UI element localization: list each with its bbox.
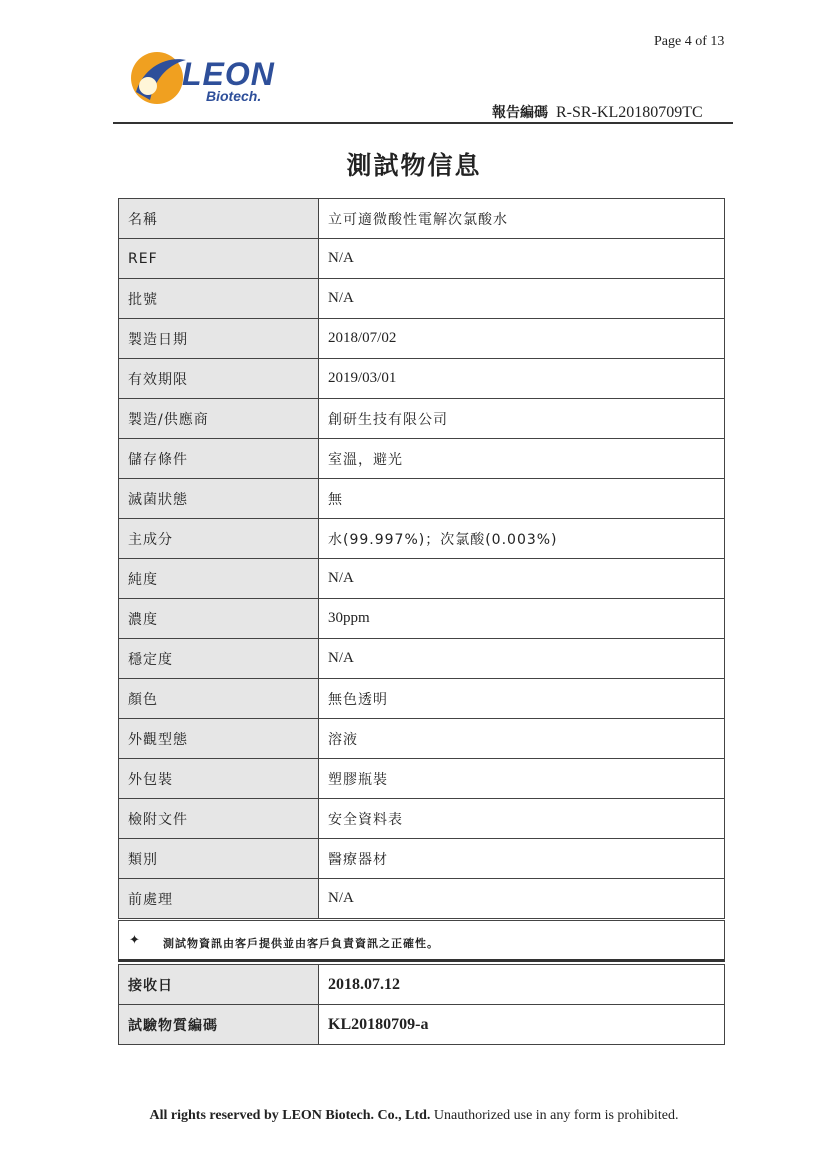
field-value: 溶液 — [319, 719, 725, 759]
report-number-label: 報告編碼 — [492, 105, 548, 121]
field-value: 醫療器材 — [319, 839, 725, 879]
field-value: 水(99.997%)；次氯酸(0.003%) — [319, 519, 725, 559]
table-row — [119, 839, 725, 879]
field-value: N/A — [319, 239, 725, 279]
table-row — [119, 879, 725, 919]
copyright-footer — [0, 1108, 828, 1124]
table-row — [119, 519, 725, 559]
logo-swoosh-icon — [130, 48, 188, 106]
footer-notice: Unauthorized use in any form is prohibited. — [430, 1108, 679, 1123]
receipt-value: KL20180709-a — [319, 1005, 725, 1045]
field-label: 有效期限 — [119, 359, 319, 399]
table-row — [119, 599, 725, 639]
table-row — [119, 359, 725, 399]
field-label: REF — [119, 239, 319, 279]
report-number — [492, 102, 703, 122]
table-row — [119, 279, 725, 319]
receipt-table — [118, 964, 725, 1045]
field-label: 純度 — [119, 559, 319, 599]
field-value: 2019/03/01 — [319, 359, 725, 399]
receipt-label: 試驗物質編碼 — [119, 1005, 319, 1045]
field-value: 室溫，避光 — [319, 439, 725, 479]
field-label: 外觀型態 — [119, 719, 319, 759]
table-row — [119, 719, 725, 759]
field-value: 無色透明 — [319, 679, 725, 719]
table-row — [119, 1005, 725, 1045]
table-row — [119, 319, 725, 359]
table-row — [119, 199, 725, 239]
disclaimer-note — [118, 920, 725, 962]
page-title: 測試物信息 — [346, 151, 482, 180]
receipt-label: 接收日 — [119, 965, 319, 1005]
table-row — [119, 639, 725, 679]
table-row — [119, 679, 725, 719]
table-row — [119, 759, 725, 799]
table-row — [119, 559, 725, 599]
star-bullet-icon: ✦ — [129, 933, 140, 948]
field-label: 外包裝 — [119, 759, 319, 799]
field-value: 30ppm — [319, 599, 725, 639]
table-row — [119, 439, 725, 479]
field-label: 檢附文件 — [119, 799, 319, 839]
logo-wordmark: LEON — [182, 56, 275, 92]
field-value: 立可適微酸性電解次氯酸水 — [319, 199, 725, 239]
field-value: N/A — [319, 559, 725, 599]
table-row — [119, 239, 725, 279]
footer-rights: All rights reserved by LEON Biotech. Co., Ltd. — [149, 1108, 431, 1123]
field-value: N/A — [319, 639, 725, 679]
field-label: 主成分 — [119, 519, 319, 559]
field-label: 名稱 — [119, 199, 319, 239]
field-value: 2018/07/02 — [319, 319, 725, 359]
page-number: Page 4 of 13 — [654, 34, 725, 49]
field-label: 前處理 — [119, 879, 319, 919]
field-value: N/A — [319, 279, 725, 319]
field-value: 安全資料表 — [319, 799, 725, 839]
field-label: 顏色 — [119, 679, 319, 719]
header-rule — [113, 122, 733, 124]
field-label: 製造/供應商 — [119, 399, 319, 439]
field-label: 批號 — [119, 279, 319, 319]
field-value: 創研生技有限公司 — [319, 399, 725, 439]
table-row — [119, 399, 725, 439]
test-article-info-table — [118, 198, 725, 919]
table-row — [119, 799, 725, 839]
field-label: 滅菌狀態 — [119, 479, 319, 519]
logo-subtitle: Biotech. — [206, 88, 262, 104]
field-value: N/A — [319, 879, 725, 919]
field-label: 儲存條件 — [119, 439, 319, 479]
field-label: 類別 — [119, 839, 319, 879]
receipt-value: 2018.07.12 — [319, 965, 725, 1005]
field-value: 無 — [319, 479, 725, 519]
field-label: 穩定度 — [119, 639, 319, 679]
disclaimer-text: 測試物資訊由客戶提供並由客戶負責資訊之正確性。 — [163, 937, 439, 950]
table-row — [119, 965, 725, 1005]
table-row — [119, 479, 725, 519]
field-label: 製造日期 — [119, 319, 319, 359]
field-label: 濃度 — [119, 599, 319, 639]
report-number-value: R-SR-KL20180709TC — [556, 104, 703, 121]
field-value: 塑膠瓶裝 — [319, 759, 725, 799]
company-logo — [130, 48, 300, 110]
